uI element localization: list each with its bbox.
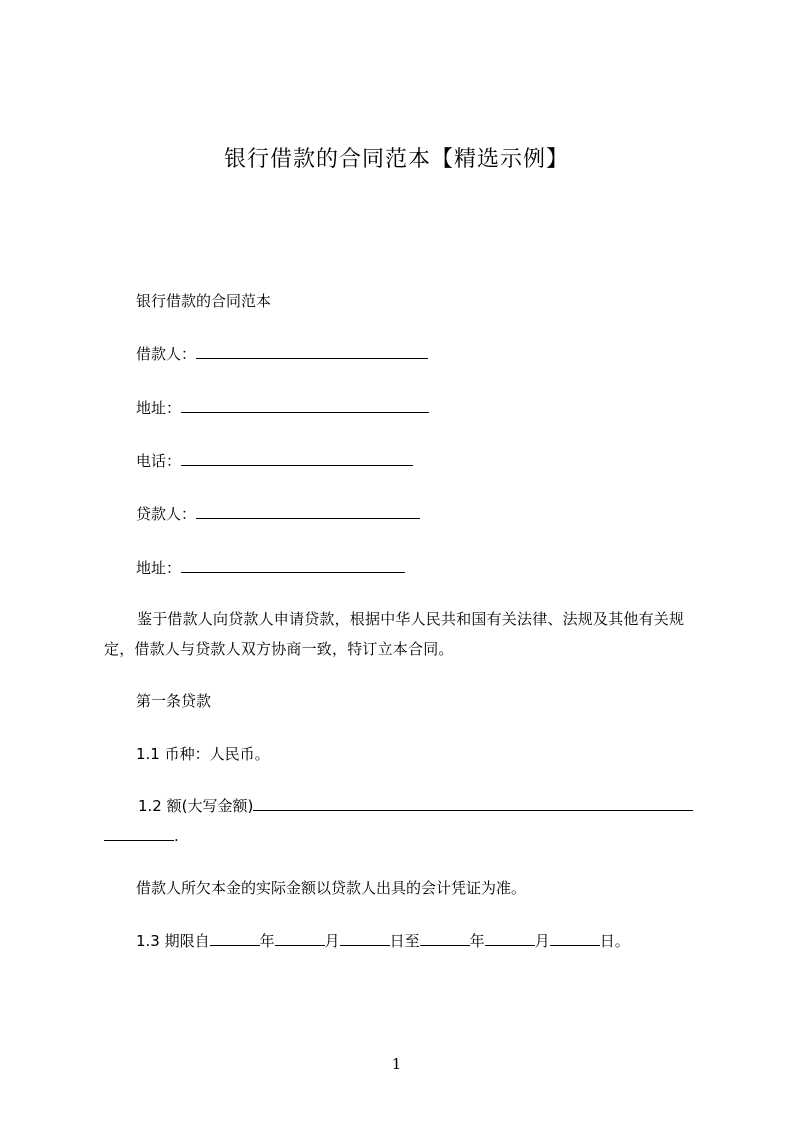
borrower-address-label: 地址：	[136, 399, 182, 417]
lender-address-blank	[181, 559, 405, 573]
lender-address-field	[136, 559, 405, 577]
end-month-label: 月	[534, 932, 550, 950]
amount-blank-line2	[104, 827, 174, 841]
lender-label: 贷款人：	[136, 505, 197, 523]
page-number: 1	[391, 1055, 402, 1073]
amount-blank-line1	[253, 797, 693, 811]
end-month-blank	[485, 932, 535, 946]
clause-1-3-prefix: 1.3 期限自	[136, 932, 210, 950]
lender-blank	[196, 505, 420, 519]
principal-note: 借款人所欠本金的实际金额以贷款人出具的会计凭证为准。	[136, 879, 527, 897]
lender-address-label: 地址：	[136, 559, 182, 577]
start-year-label: 年	[259, 932, 275, 950]
phone-field	[136, 452, 413, 470]
borrower-label: 借款人：	[136, 345, 197, 363]
borrower-blank	[196, 345, 428, 359]
end-year-blank	[420, 932, 470, 946]
contract-subtitle: 银行借款的合同范本	[136, 292, 272, 310]
preamble-paragraph: 鉴于借款人向贷款人申请贷款，根据中华人民共和国有关法律、法规及其他有关规定，借款人与贷款人双方协商一致，特订立本合同。	[104, 610, 685, 658]
borrower-address-blank	[181, 399, 429, 413]
document-title: 银行借款的合同范本【精选示例】	[223, 147, 569, 172]
phone-blank	[181, 452, 413, 466]
borrower-field	[136, 345, 428, 363]
phone-label: 电话：	[136, 452, 182, 470]
clause-1-2-label: 1.2 额(大写金额)	[138, 797, 254, 815]
start-month-blank	[275, 932, 325, 946]
end-year-label: 年	[469, 932, 485, 950]
article-1-heading: 第一条贷款	[136, 692, 212, 710]
start-month-label: 月	[324, 932, 340, 950]
lender-field	[136, 505, 420, 523]
clause-1-3	[136, 932, 630, 950]
clause-1-2	[138, 797, 693, 815]
end-day-blank	[550, 932, 600, 946]
clause-1-1: 1.1 币种：人民币。	[136, 745, 270, 763]
start-year-blank	[210, 932, 260, 946]
borrower-address-field	[136, 399, 429, 417]
clause-1-2-continued	[104, 827, 179, 845]
clause-1-2-end: .	[174, 827, 179, 845]
start-day-label: 日至	[389, 932, 420, 950]
start-day-blank	[340, 932, 390, 946]
end-day-label: 日。	[599, 932, 630, 950]
